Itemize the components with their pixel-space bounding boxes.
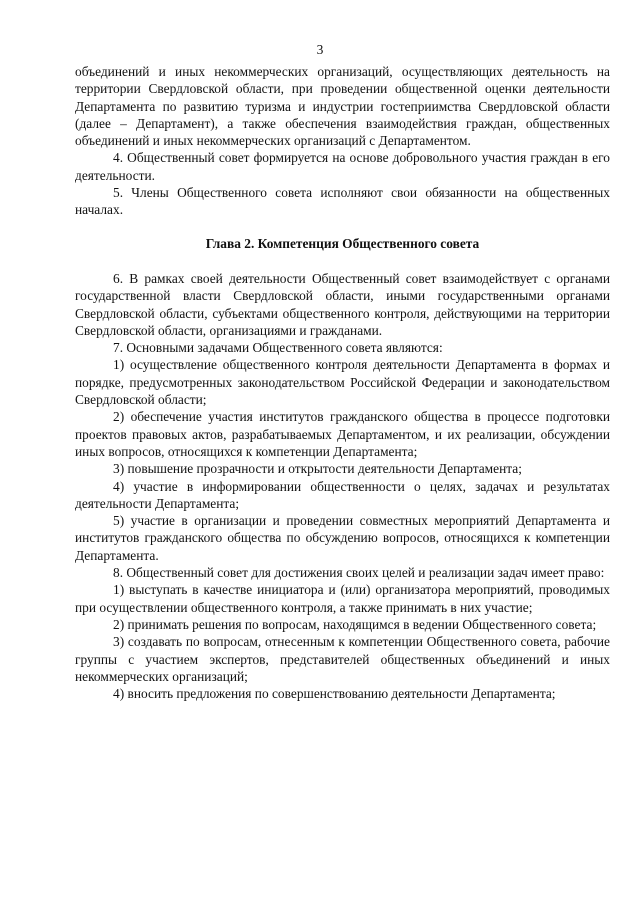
page-number: 3 [316, 42, 324, 57]
paragraph-8-item-1: 1) выступать в качестве инициатора и (или) организатора мероприятий, проводимых при осуществлении общественного контроля, а также принимать в них участие; [75, 582, 610, 615]
paragraph-7-item-2: 2) обеспечение участия институтов гражданского общества в процессе подготовки проектов правовых актов, разрабатываемых Департаментом, и их реализации, обсуждении иных вопросов, относящихся к компетенции Департамента; [75, 409, 610, 459]
paragraph-7-item-5: 5) участие в организации и проведении совместных мероприятий Департамента и институтов гражданского общества по обсуждению вопросов, относящихся к компетенции Департамента. [75, 513, 610, 563]
paragraph-7-item-4: 4) участие в информировании общественности о целях, задачах и результатах деятельности Департамента; [75, 478, 610, 511]
paragraph-continuation: объединений и иных некоммерческих организаций, осуществляющих деятельность на территории Свердловской области, при проведении общественной оценки деятельности Департамента по развитию туризма и индустрии гостеприимства Свердловской области (далее – Департамент), а также обеспечения взаимодействия граждан, общественных объединений и иных некоммерческих организаций с Департаментом. [75, 64, 610, 149]
paragraph-5: 5. Члены Общественного совета исполняют свои обязанности на общественных началах. [75, 185, 610, 218]
paragraph-7: 7. Основными задачами Общественного совета являются: [113, 340, 443, 356]
paragraph-7-item-1: 1) осуществление общественного контроля деятельности Департамента в формах и порядке, предусмотренных законодательством Российской Федерации и законодательством Свердловской области; [75, 357, 610, 408]
paragraph-7-item-3: 3) повышение прозрачности и открытости деятельности Департамента; [113, 461, 522, 477]
document-body [75, 63, 610, 702]
paragraph-6: 6. В рамках своей деятельности Общественный совет взаимодействует с органами государственной власти Свердловской области, иными государственными органами Свердловской области, субъектами общественного контроля, действующими на территории Свердловской области, организациями и гражданами. [75, 270, 610, 338]
paragraph-8: 8. Общественный совет для достижения своих целей и реализации задач имеет право: [113, 565, 605, 581]
chapter-heading: Глава 2. Компетенция Общественного совета [205, 235, 480, 251]
paragraph-8-item-4: 4) вносить предложения по совершенствованию деятельности Департамента; [113, 686, 556, 702]
paragraph-4: 4. Общественный совет формируется на основе добровольного участия граждан в его деятельности. [75, 150, 610, 183]
paragraph-8-item-3: 3) создавать по вопросам, отнесенным к компетенции Общественного совета, рабочие группы с участием экспертов, представителей общественных объединений и иных некоммерческих организаций; [75, 634, 610, 684]
paragraph-8-item-2: 2) принимать решения по вопросам, находящимся в ведении Общественного совета; [113, 616, 597, 632]
